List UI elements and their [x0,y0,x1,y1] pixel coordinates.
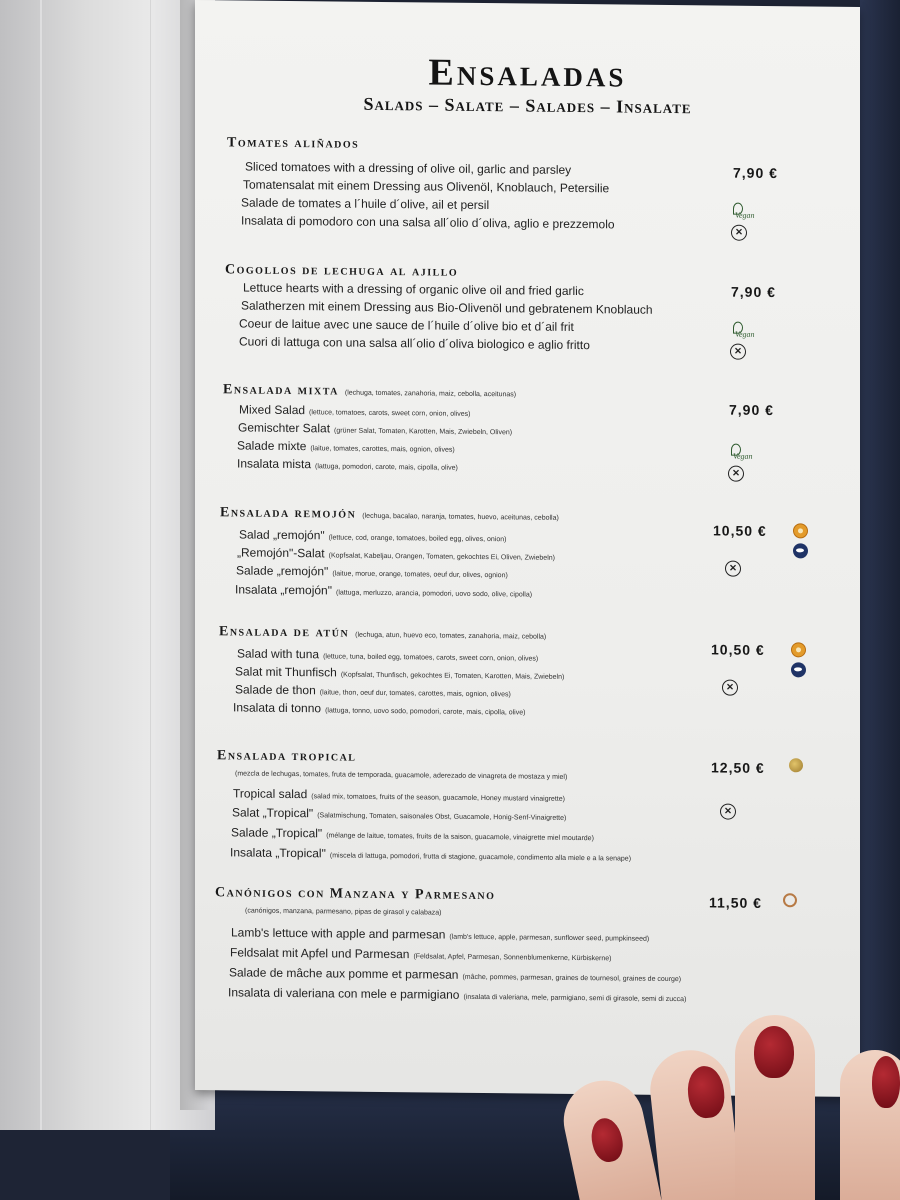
fish-icon [793,543,808,558]
dish-name: Ensalada remojón (lechuga, bacalao, naranja, tomates, huevo, aceitunas, cebolla) [220,505,559,522]
mustard-icon [789,758,803,772]
fingernail [872,1056,900,1108]
menu-title: Ensaladas [428,51,627,96]
description-fr: Salade de thon (laitue, thon, oeuf dur, tomates, carottes, mais, ognion, olives) [235,682,511,699]
vegan-icon: Vegan [727,444,747,462]
dish-ensalada-tropical [195,748,860,863]
dish-name: Canónigos con Manzana y Parmesano [215,885,496,904]
dish-price: 7,90 € [729,401,774,419]
description-de: Salat „Tropical" (Salatmischung, Tomaten, saisonales Obst, Guacamole, Honig-Senf-Vinaigrette) [232,805,567,822]
description-de: Gemischter Salat (grüner Salat, Tomaten, Karotten, Mais, Zwiebeln, Oliven) [238,420,513,437]
vegan-icon: Vegan [729,203,749,221]
description-en: Mixed Salad (lettuce, tomatoes, carots, sweet corn, onion, olives) [239,402,471,418]
nuts-icon [783,893,797,907]
dish-cogollos [195,262,860,358]
fish-icon [791,662,806,677]
description-fr: Salade „remojón" (laitue, morue, orange, tomates, oeuf dur, olives, ognion) [236,563,508,580]
dish-ensalada-mixta [195,382,860,480]
description-de: Feldsalat mit Apfel und Parmesan (Feldsalat, Apfel, Parmesan, Sonnenblumenkerne, Kürbiskerne) [230,945,612,963]
dish-price: 12,50 € [711,759,765,776]
description-en: Sliced tomatoes with a dressing of olive oil, garlic and parsley [245,159,572,177]
dish-name: Ensalada mixta (lechuga, tomates, zanahoria, maiz, cebolla, aceitunas) [223,382,517,399]
dish-ingredients: (mezcla de lechugas, tomates, fruta de temporada, guacamole, aderezado de vinagreta de mostaza y miel) [235,770,568,781]
description-it: Insalata di pomodoro con una salsa all´olio d´oliva, aglio e prezzemolo [241,213,615,232]
dish-price: 11,50 € [709,894,762,911]
description-fr: Coeur de laitue avec une sauce de l´huile d´olive bio et d´ail frit [239,316,574,334]
menu-cover-edge [860,0,900,1200]
description-en: Lamb's lettuce with apple and parmesan (lamb's lettuce, apple, parmesan, sunflower seed, pumpkinseed) [231,925,650,943]
dish-price: 7,90 € [733,164,778,182]
description-de: Tomatensalat mit einem Dressing aus Olivenöl, Knoblauch, Petersilie [243,177,610,196]
description-de: „Remojón"-Salat (Kopfsalat, Kabeljau, Orangen, Tomaten, gekochtes Ei, Oliven, Zwiebeln) [237,545,555,562]
gluten-free-icon: × [730,344,746,360]
egg-icon [791,642,806,657]
description-it: Insalata di tonno (lattuga, tonno, uovo sodo, pomodori, carote, mais, cipolla, olive) [233,700,526,717]
gluten-free-icon: × [725,561,741,577]
menu-subtitle: Salads – Salate – Salades – Insalate [363,93,692,118]
description-en: Salad „remojón" (lettuce, cod, orange, tomatoes, boiled egg, olives, onion) [239,527,507,544]
description-en: Lettuce hearts with a dressing of organic olive oil and fried garlic [243,280,584,299]
menu-page [195,0,860,1097]
description-en: Salad with tuna (lettuce, tuna, boiled egg, tomatoes, carots, sweet corn, onion, olives) [237,646,539,663]
gluten-free-icon: × [731,225,747,241]
fingernail [754,1026,794,1078]
description-fr: Salade „Tropical" (mélange de laitue, tomates, fruits de la saison, guacamole, vinaigrette miel moutarde) [231,825,594,843]
description-fr: Salade mixte (laitue, tomates, carottes, mais, ognion, olives) [237,438,455,454]
dish-price: 10,50 € [711,641,765,658]
dish-ensalada-remojon [195,505,860,599]
dish-ensalada-de-atun [195,624,860,717]
description-it: Insalata mista (lattuga, pomodori, carote, mais, cipolla, olive) [237,456,458,472]
dish-price: 7,90 € [731,283,776,301]
dish-name: Ensalada de atún (lechuga, atun, huevo eco, tomates, zanahoria, maiz, cebolla) [219,624,547,641]
description-fr: Salade de mâche aux pomme et parmesan (mâche, pommes, parmesan, graines de tournesol, graines de courge) [229,965,682,984]
dish-canonigos [195,885,860,1004]
gluten-free-icon: × [720,803,736,819]
gluten-free-icon: × [722,680,738,696]
dish-ingredients: (canónigos, manzana, parmesano, pipas de girasol y calabaza) [245,907,442,917]
gluten-free-icon: × [728,466,744,482]
description-de: Salatherzen mit einem Dressing aus Bio-Olivenöl und gebratenem Knoblauch [241,298,653,317]
description-it: Insalata „Tropical" (miscela di lattuga, pomodori, frutta di stagione, guacamole, condimento alla miele e a la senape) [230,845,632,863]
dish-name: Ensalada tropical [217,748,357,765]
dish-tomates-alinados [195,135,860,239]
description-fr: Salade de tomates a l´huile d´olive, ail et persil [241,195,490,213]
description-en: Tropical salad (salad mix, tomatoes, fruits of the season, guacamole, Honey mustard vinaigrette) [233,786,565,803]
dish-name: Cogollos de lechuga al ajillo [225,262,459,280]
description-it: Cuori di lattuga con una salsa all´olio d´oliva biologico e aglio fritto [239,334,590,353]
dish-price: 10,50 € [713,522,767,539]
dish-name: Tomates aliñados [227,135,360,152]
egg-icon [793,523,808,538]
description-it: Insalata „remojón" (lattuga, merluzzo, arancia, pomodori, uovo sodo, olive, cipolla) [235,582,533,599]
description-de: Salat mit Thunfisch (Kopfsalat, Thunfisch, gekochtes Ei, Tomaten, Karotten, Mais, Zwiebeln) [235,664,565,681]
vegan-icon: Vegan [729,322,749,340]
description-it: Insalata di valeriana con mele e parmigiano (insalata di valeriana, mele, parmigiano, semi di girasole, semi di zucca) [228,985,687,1004]
